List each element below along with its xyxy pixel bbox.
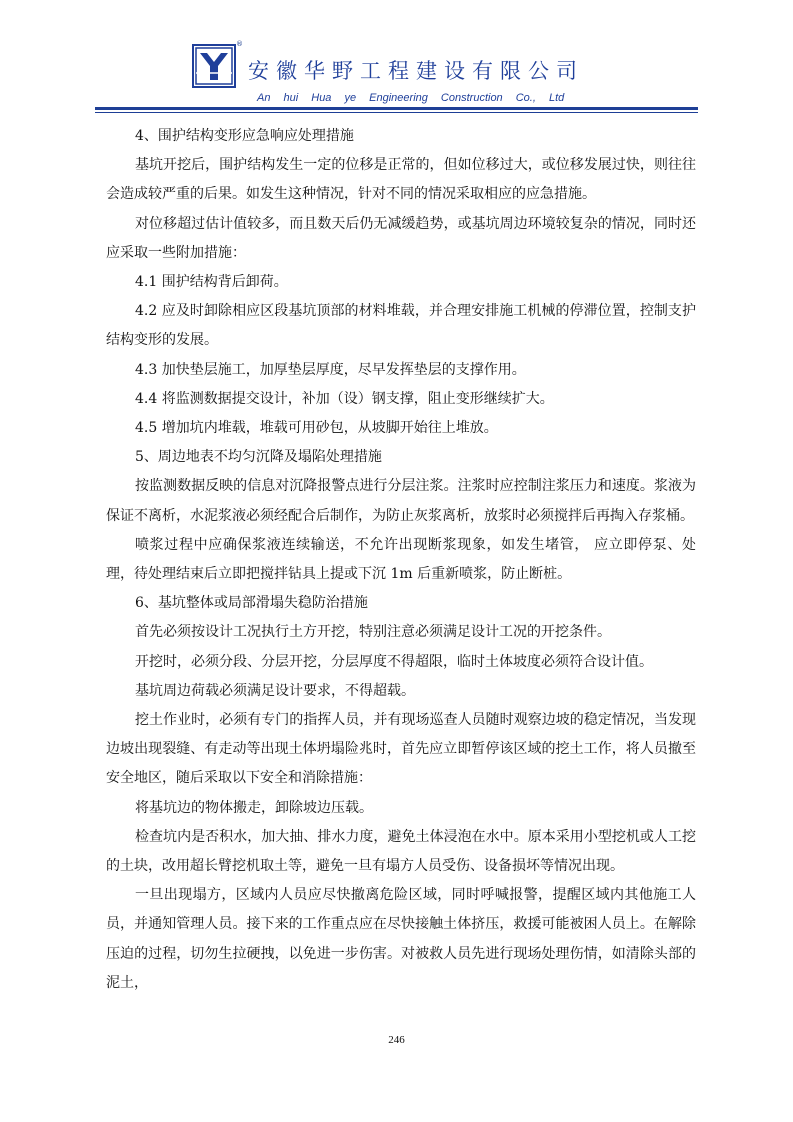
company-name-en: An hui Hua ye Engineering Construction Co., Ltd: [257, 92, 565, 104]
list-item: 4.4 将监测数据提交设计，补加（设）钢支撑，阻止变形继续扩大。: [135, 390, 554, 407]
paragraph: 基坑周边荷载必须满足设计要求，不得超载。: [135, 682, 415, 699]
document-body: [106, 122, 696, 998]
paragraph: 基坑开挖后，围护结构发生一定的位移是正常的，但如位移过大，或位移发展过快，则往往会造成较严重的后果。如发生这种情况，针对不同的情况采取相应的应急措施。: [106, 157, 696, 203]
header-rule-thin: [95, 112, 698, 113]
paragraph: 喷浆过程中应确保浆液连续输送，不允许出现断浆现象，如发生堵管， 应立即停泵、处理，待处理结束后立即把搅拌钻具上提或下沉 1m 后重新喷浆，防止断桩。: [106, 536, 696, 583]
company-name-cn: 安徽华野工程建设有限公司: [248, 59, 584, 83]
list-item: 4.2 应及时卸除相应区段基坑顶部的材料堆载，并合理安排施工机械的停滞位置，控制支护结构变形的发展。: [106, 303, 696, 349]
paragraph: 按监测数据反映的信息对沉降报警点进行分层注浆。注浆时应控制注浆压力和速度。浆液为保证不离析，水泥浆液必须经配合后制作，为防止灰浆离析，放浆时必须搅拌后再掏入存浆桶。: [106, 478, 696, 524]
page-header: [0, 0, 793, 120]
registered-mark: ®: [236, 40, 243, 48]
list-item: 4.5 增加坑内堆载，堆载可用砂包，从坡脚开始往上堆放。: [135, 420, 498, 437]
heading-5: 5、周边地表不均匀沉降及塌陷处理措施: [135, 449, 382, 466]
list-item: 4.3 加快垫层施工，加厚垫层厚度，尽早发挥垫层的支撑作用。: [135, 361, 526, 378]
header-rule-thick: [95, 107, 698, 110]
page-number: 246: [388, 1034, 405, 1046]
paragraph: 对位移超过估计值较多，而且数天后仍无减缓趋势，或基坑周边环境较复杂的情况，同时还应采取一些附加措施：: [106, 215, 696, 261]
paragraph: 开挖时，必须分段、分层开挖，分层厚度不得超限，临时土体坡度必须符合设计值。: [135, 653, 653, 670]
paragraph: 将基坑边的物体搬走，卸除坡边压载。: [135, 799, 373, 816]
list-item: 4.1 围护结构背后卸荷。: [135, 274, 288, 291]
paragraph: 挖土作业时，必须有专门的指挥人员，并有现场巡查人员随时观察边坡的稳定情况，当发现边坡出现裂缝、有走动等出现土体坍塌险兆时，首先应立即暂停该区域的挖土工作，将人员撤至安全地区，随后采取以下安全和消除措施：: [106, 712, 696, 787]
paragraph: 首先必须按设计工况执行土方开挖，特别注意必须满足设计工况的开挖条件。: [135, 624, 611, 641]
company-logo-icon: [192, 44, 236, 88]
heading-4: 4、围护结构变形应急响应处理措施: [135, 128, 354, 144]
heading-6: 6、基坑整体或局部滑塌失稳防治措施: [135, 595, 368, 612]
paragraph: 一旦出现塌方，区域内人员应尽快撤离危险区域，同时呼喊报警，提醒区域内其他施工人员，并通知管理人员。接下来的工作重点应在尽快接触土体挤压，救援可能被困人员上。在解除压迫的过程，切勿生拉硬拽，以免进一步伤害。对被救人员先进行现场处理伤情，如清除头部的泥土，: [106, 887, 696, 991]
paragraph: 检查坑内是否积水，加大抽、排水力度，避免土体浸泡在水中。原本采用小型挖机或人工挖的土块，改用超长臂挖机取土等，避免一旦有塌方人员受伤、设备损坏等情况出现。: [106, 828, 696, 875]
